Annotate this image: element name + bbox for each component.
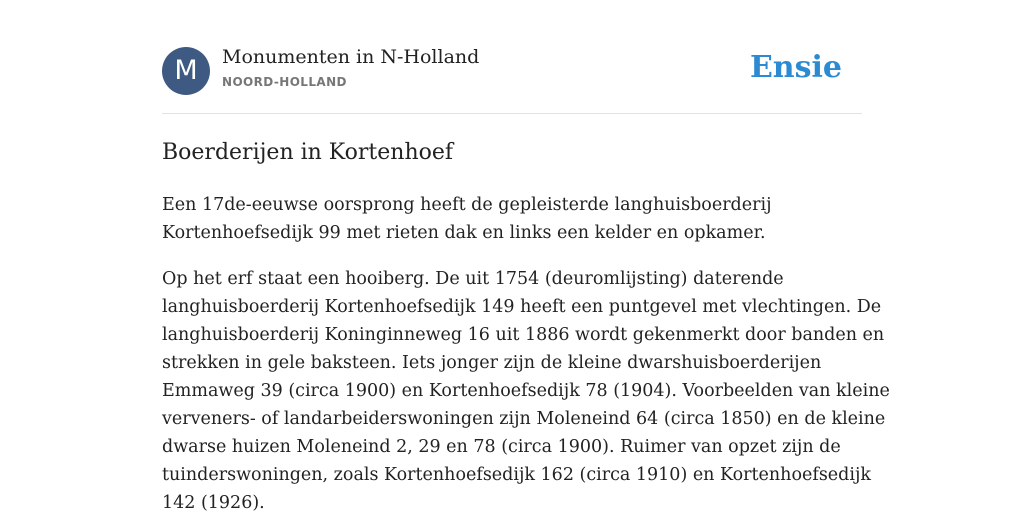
source-header xyxy=(162,46,862,96)
paragraph-line: Emmaweg 39 (circa 1900) en Kortenhoefsedijk 78 (1904). Voorbeelden van kleine xyxy=(162,381,890,401)
paragraph-line: verveners- of landarbeiderswoningen zijn Moleneind 64 (circa 1850) en de kleine xyxy=(162,409,886,429)
paragraph-line: langhuisboerderij Koninginneweg 16 uit 1886 wordt gekenmerkt door banden en xyxy=(162,325,885,345)
paragraph-line: Een 17de-eeuwse oorsprong heeft de gepleisterde langhuisboerderij xyxy=(162,195,772,215)
paragraph-line: langhuisboerderij Kortenhoefsedijk 149 heeft een puntgevel met vlechtingen. De xyxy=(162,297,882,317)
paragraph-line: 142 (1926). xyxy=(162,493,265,512)
paragraph-line: Op het erf staat een hooiberg. De uit 1754 (deuromlijsting) daterende xyxy=(162,269,784,289)
header-divider xyxy=(162,113,862,114)
paragraph-line: tuinderswoningen, zoals Kortenhoefsedijk 162 (circa 1910) en Kortenhoefsedijk xyxy=(162,465,871,485)
paragraph-line: Kortenhoefsedijk 99 met rieten dak en links een kelder en opkamer. xyxy=(162,223,766,243)
paragraph-line: strekken in gele baksteen. Iets jonger zijn de kleine dwarshuisboerderijen xyxy=(162,353,822,373)
article xyxy=(162,137,890,512)
article-paragraph xyxy=(162,265,890,512)
source-title[interactable]: Monumenten in N-Holland xyxy=(222,46,480,68)
article-paragraph xyxy=(162,191,862,247)
paragraph-line: dwarse huizen Moleneind 2, 29 en 78 (circa 1900). Ruimer van opzet zijn de xyxy=(162,437,841,457)
source-region[interactable]: NOORD-HOLLAND xyxy=(222,75,347,89)
brand-logo[interactable]: Ensie xyxy=(749,50,842,85)
avatar[interactable]: M xyxy=(162,47,210,95)
article-title: Boerderijen in Kortenhoef xyxy=(162,140,454,165)
